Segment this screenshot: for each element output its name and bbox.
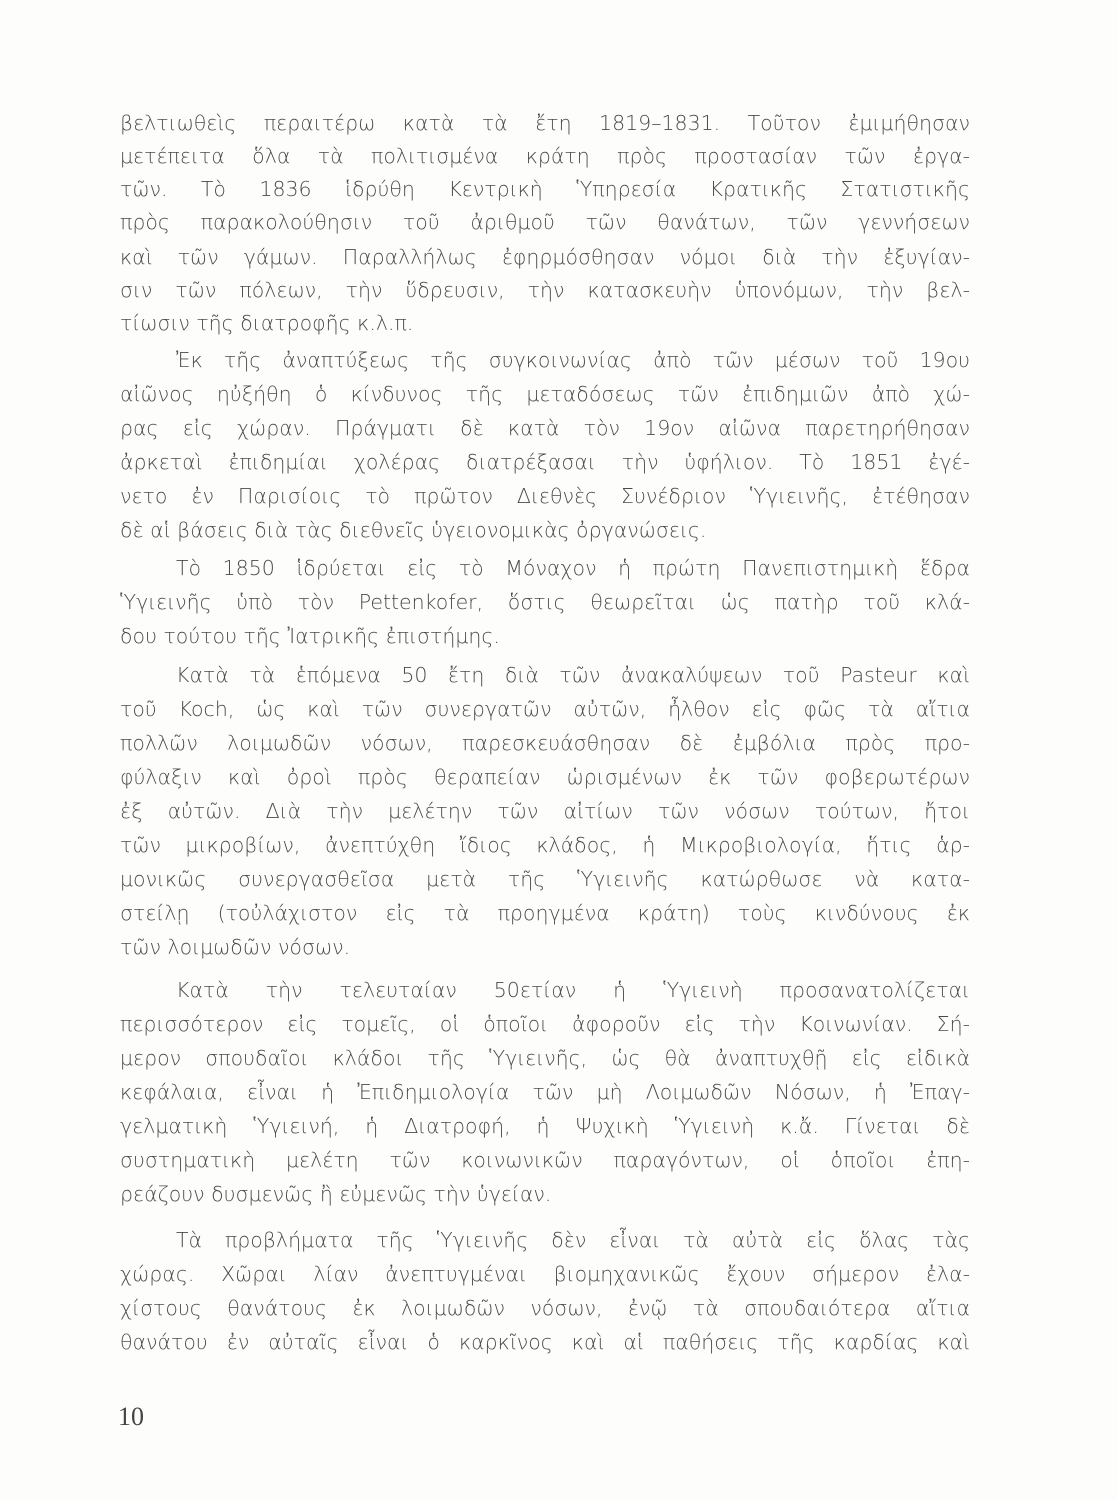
text-line: χώρας. Χῶραι λίαν ἀνεπτυγμέναι βιομηχανικῶς ἔχουν σήμερον ἐλα- xyxy=(120,1262,970,1286)
text-line: τοῦ Koch, ὡς καὶ τῶν συνεργατῶν αὐτῶν, ἦλθον εἰς φῶς τὰ αἴτια xyxy=(120,697,970,721)
text-line: Κατὰ τὴν τελευταίαν 50ετίαν ἡ Ὑγιεινὴ προσανατολίζεται xyxy=(176,978,970,1002)
text-line: συστηματικὴ μελέτη τῶν κοινωνικῶν παραγόντων, οἱ ὁποῖοι ἐπη- xyxy=(120,1148,970,1172)
text-line: τίωσιν τῆς διατροφῆς κ.λ.π. xyxy=(120,311,414,335)
text-line: μετέπειτα ὅλα τὰ πολιτισμένα κράτη πρὸς προστασίαν τῶν ἐργα- xyxy=(120,144,970,168)
text-line: νετο ἐν Παρισίοις τὸ πρῶτον Διεθνὲς Συνέδριον Ὑγιεινῆς, ἐτέθησαν xyxy=(120,484,970,508)
text-line: δου τούτου τῆς Ἰατρικῆς ἐπιστήμης. xyxy=(120,624,500,648)
text-line: φύλαξιν καὶ ὀροὶ πρὸς θεραπείαν ὡρισμένων ἐκ τῶν φοβερωτέρων xyxy=(120,765,970,789)
text-line: δὲ αἱ βάσεις διὰ τὰς διεθνεῖς ὑγειονομικὰς ὀργανώσεις. xyxy=(120,518,707,542)
text-line: χίστους θανάτους ἐκ λοιμωδῶν νόσων, ἐνῷ τὰ σπουδαιότερα αἴτια xyxy=(120,1296,970,1320)
text-line: γελματικὴ Ὑγιεινή, ἡ Διατροφή, ἡ Ψυχικὴ Ὑγιεινὴ κ.ἄ. Γίνεται δὲ xyxy=(120,1114,970,1138)
text-line: Τὰ προβλήματα τῆς Ὑγιεινῆς δὲν εἶναι τὰ αὐτὰ εἰς ὅλας τὰς xyxy=(176,1228,970,1252)
text-line: περισσότερον εἰς τομεῖς, οἱ ὁποῖοι ἀφοροῦν εἰς τὴν Κοινωνίαν. Σή- xyxy=(120,1012,970,1036)
text-line: Ὑγιεινῆς ὑπὸ τὸν Pettenkofer, ὅστις θεωρεῖται ὡς πατὴρ τοῦ κλά- xyxy=(120,590,970,614)
text-line: μονικῶς συνεργασθεῖσα μετὰ τῆς Ὑγιεινῆς κατώρθωσε νὰ κατα- xyxy=(120,867,970,891)
text-line: καὶ τῶν γάμων. Παραλλήλως ἐφηρμόσθησαν νόμοι διὰ τὴν ἐξυγίαν- xyxy=(120,245,970,269)
text-line: στείλῃ (τοὐλάχιστον εἰς τὰ προηγμένα κράτη) τοὺς κινδύνους ἐκ xyxy=(120,901,970,925)
text-line: ἀρκεταὶ ἐπιδημίαι χολέρας διατρέξασαι τὴν ὑφήλιον. Τὸ 1851 ἐγέ- xyxy=(120,450,970,474)
text-line: ρας εἰς χώραν. Πράγματι δὲ κατὰ τὸν 19ον αἰῶνα παρετηρήθησαν xyxy=(120,416,970,440)
text-line: ἐξ αὐτῶν. Διὰ τὴν μελέτην τῶν αἰτίων τῶν νόσων τούτων, ἤτοι xyxy=(120,799,970,823)
text-line: τῶν μικροβίων, ἀνεπτύχθη ἴδιος κλάδος, ἡ Μικροβιολογία, ἥτις ἁρ- xyxy=(120,833,970,857)
text-line: θανάτου ἐν αὐταῖς εἶναι ὁ καρκῖνος καὶ αἱ παθήσεις τῆς καρδίας καὶ xyxy=(120,1330,970,1354)
text-line: Ἐκ τῆς ἀναπτύξεως τῆς συγκοινωνίας ἀπὸ τῶν μέσων τοῦ 19ου xyxy=(176,348,970,372)
text-line: Κατὰ τὰ ἑπόμενα 50 ἔτη διὰ τῶν ἀνακαλύψεων τοῦ Pasteur καὶ xyxy=(176,663,970,687)
text-line: μερον σπουδαῖοι κλάδοι τῆς Ὑγιεινῆς, ὡς θὰ ἀναπτυχθῇ εἰς εἰδικὰ xyxy=(120,1046,970,1070)
text-line: τῶν λοιμωδῶν νόσων. xyxy=(120,935,351,959)
text-line: βελτιωθεὶς περαιτέρω κατὰ τὰ ἔτη 1819–1831. Τοῦτον ἐμιμήθησαν xyxy=(120,111,970,135)
text-line: πολλῶν λοιμωδῶν νόσων, παρεσκευάσθησαν δὲ ἐμβόλια πρὸς προ- xyxy=(120,731,970,755)
text-line: ρεάζουν δυσμενῶς ἢ εὐμενῶς τὴν ὑγείαν. xyxy=(120,1182,552,1206)
text-line: αἰῶνος ηὐξήθη ὁ κίνδυνος τῆς μεταδόσεως τῶν ἐπιδημιῶν ἀπὸ χώ- xyxy=(120,382,970,406)
text-line: κεφάλαια, εἶναι ἡ Ἐπιδημιολογία τῶν μὴ Λοιμωδῶν Νόσων, ἡ Ἐπαγ- xyxy=(120,1080,970,1104)
text-line: σιν τῶν πόλεων, τὴν ὕδρευσιν, τὴν κατασκευὴν ὑπονόμων, τὴν βελ- xyxy=(120,278,970,302)
text-line: πρὸς παρακολούθησιν τοῦ ἀριθμοῦ τῶν θανάτων, τῶν γεννήσεων xyxy=(120,210,970,234)
page-number: 10 xyxy=(118,1402,144,1431)
text-line: Τὸ 1850 ἱδρύεται εἰς τὸ Μόναχον ἡ πρώτη Πανεπιστημικὴ ἕδρα xyxy=(176,556,970,580)
text-line: τῶν. Τὸ 1836 ἱδρύθη Κεντρικὴ Ὑπηρεσία Κρατικῆς Στατιστικῆς xyxy=(120,177,970,201)
